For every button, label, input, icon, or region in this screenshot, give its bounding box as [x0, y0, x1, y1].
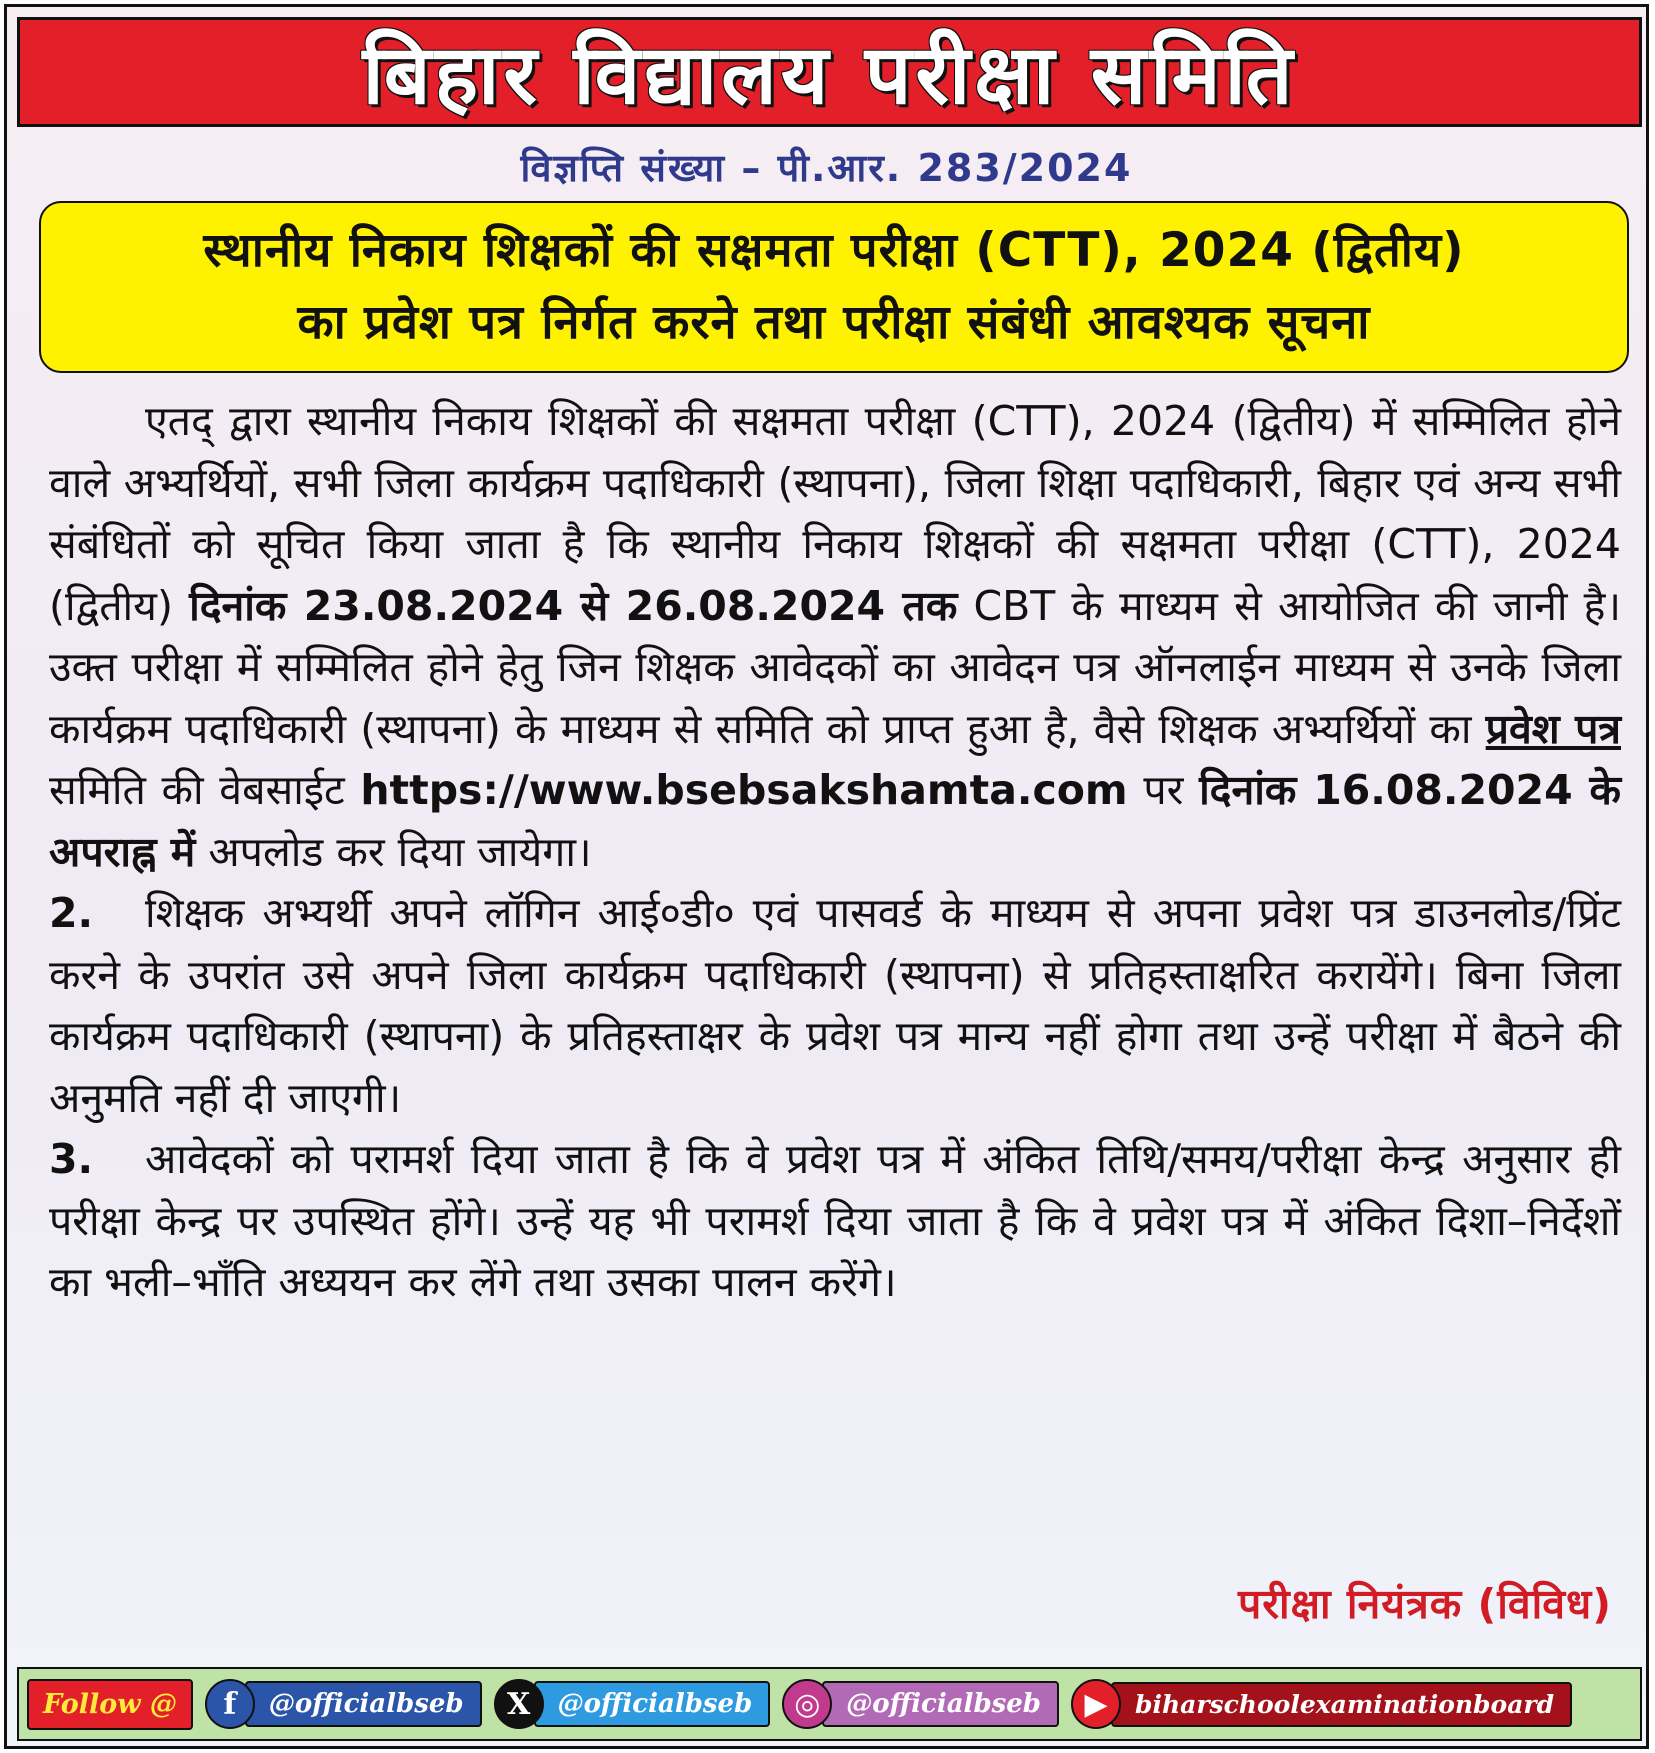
board-title: बिहार विद्यालय परीक्षा समिति	[362, 28, 1297, 123]
para2-number: 2.	[49, 889, 94, 937]
facebook-icon: f	[205, 1679, 255, 1729]
header-banner	[17, 17, 1642, 127]
para1-text-c: CBT के माध्यम से आयोजित की जानी है। उक्त परीक्षा में सम्मिलित होने हेतु जिन शिक्षक आवेदकों का आवेदन पत्र ऑनलाईन माध्यम से उनके जिला कार्यक्रम पदाधिकारी (स्थापना) के माध्यम से समिति को प्राप्त हुआ है, वैसे शिक्षक अभ्यर्थियों का	[49, 581, 1621, 753]
social-footer	[17, 1667, 1642, 1741]
para2-text: शिक्षक अभ्यर्थी अपने लॉगिन आई०डी० एवं पासवर्ड के माध्यम से अपना प्रवेश पत्र डाउनलोड/प्रिंट करने के उपरांत उसे अपने जिला कार्यक्रम पदाधिकारी (स्थापना) से प्रतिहस्ताक्षरित करायेंगे। बिना जिला कार्यक्रम पदाधिकारी (स्थापना) के प्रतिहस्ताक्षर के प्रवेश पत्र मान्य नहीं होगा तथा उन्हें परीक्षा में बैठने की अनुमति नहीं दी जाएगी।	[49, 889, 1621, 1122]
youtube-link[interactable]	[1071, 1679, 1572, 1729]
x-link[interactable]	[494, 1679, 771, 1729]
para3-text: आवेदकों को परामर्श दिया जाता है कि वे प्रवेश पत्र में अंकित तिथि/समय/परीक्षा केन्द्र अनुसार ही परीक्षा केन्द्र पर उपस्थित होंगे। उन्हें यह भी परामर्श दिया जाता है कि वे प्रवेश पत्र में अंकित दिशा–निर्देशों का भली–भाँति अध्ययन कर लेंगे तथा उसका पालन करेंगे।	[49, 1135, 1621, 1306]
subject-line-1: स्थानीय निकाय शिक्षकों की सक्षमता परीक्षा (CTT), 2024 (द्वितीय)	[203, 223, 1465, 278]
facebook-handle: @officialbseb	[245, 1681, 482, 1727]
x-handle: @officialbseb	[534, 1681, 771, 1727]
notice-body	[49, 391, 1621, 1314]
paragraph-1	[49, 391, 1621, 883]
facebook-link[interactable]	[205, 1679, 482, 1729]
instagram-icon: ◎	[782, 1679, 832, 1729]
paragraph-3	[49, 1129, 1621, 1314]
upload-date: दिनांक 16.08.2024 के अपराह्न में	[49, 766, 1621, 876]
subject-box	[39, 201, 1629, 373]
paragraph-2	[49, 883, 1621, 1129]
signatory: परीक्षा नियंत्रक (विविध)	[1237, 1580, 1612, 1628]
instagram-link[interactable]	[782, 1679, 1059, 1729]
admit-card-term: प्रवेश पत्र	[1485, 704, 1621, 753]
youtube-icon: ▶	[1071, 1679, 1121, 1729]
follow-label: Follow @	[27, 1679, 193, 1730]
para1-text-e: समिति की वेबसाईट	[49, 766, 361, 814]
para1-text-a: एतद् द्वारा स्थानीय निकाय शिक्षकों की सक्षमता परीक्षा (CTT), 2024 (द्वितीय) में सम्मिलित होने वाले अभ्यर्थियों, सभी जिला कार्यक्रम पदाधिकारी (स्थापना), जिला शिक्षा पदाधिकारी, बिहार एवं अन्य सभी संबंधितों को सूचित किया जाता है कि स्थानीय निकाय शिक्षकों की सक्षमता परीक्षा (CTT), 2024 (द्वितीय)	[49, 397, 1621, 630]
x-icon: X	[494, 1679, 544, 1729]
youtube-handle: biharschoolexaminationboard	[1111, 1682, 1572, 1727]
para1-text-g: पर	[1127, 766, 1200, 814]
subject-line-2: का प्रवेश पत्र निर्गत करने तथा परीक्षा संबंधी आवश्यक सूचना	[297, 295, 1371, 350]
notice-number: विज्ञप्ति संख्या – पी.आर. 283/2024	[520, 146, 1133, 190]
exam-dates: दिनांक 23.08.2024 से 26.08.2024 तक	[189, 581, 958, 630]
para3-number: 3.	[49, 1135, 94, 1183]
instagram-handle: @officialbseb	[822, 1681, 1059, 1727]
para1-text-i: अपलोड कर दिया जायेगा।	[195, 827, 592, 876]
website-url[interactable]: https://www.bsebsakshamta.com	[360, 766, 1128, 814]
notice-frame	[4, 4, 1649, 1749]
